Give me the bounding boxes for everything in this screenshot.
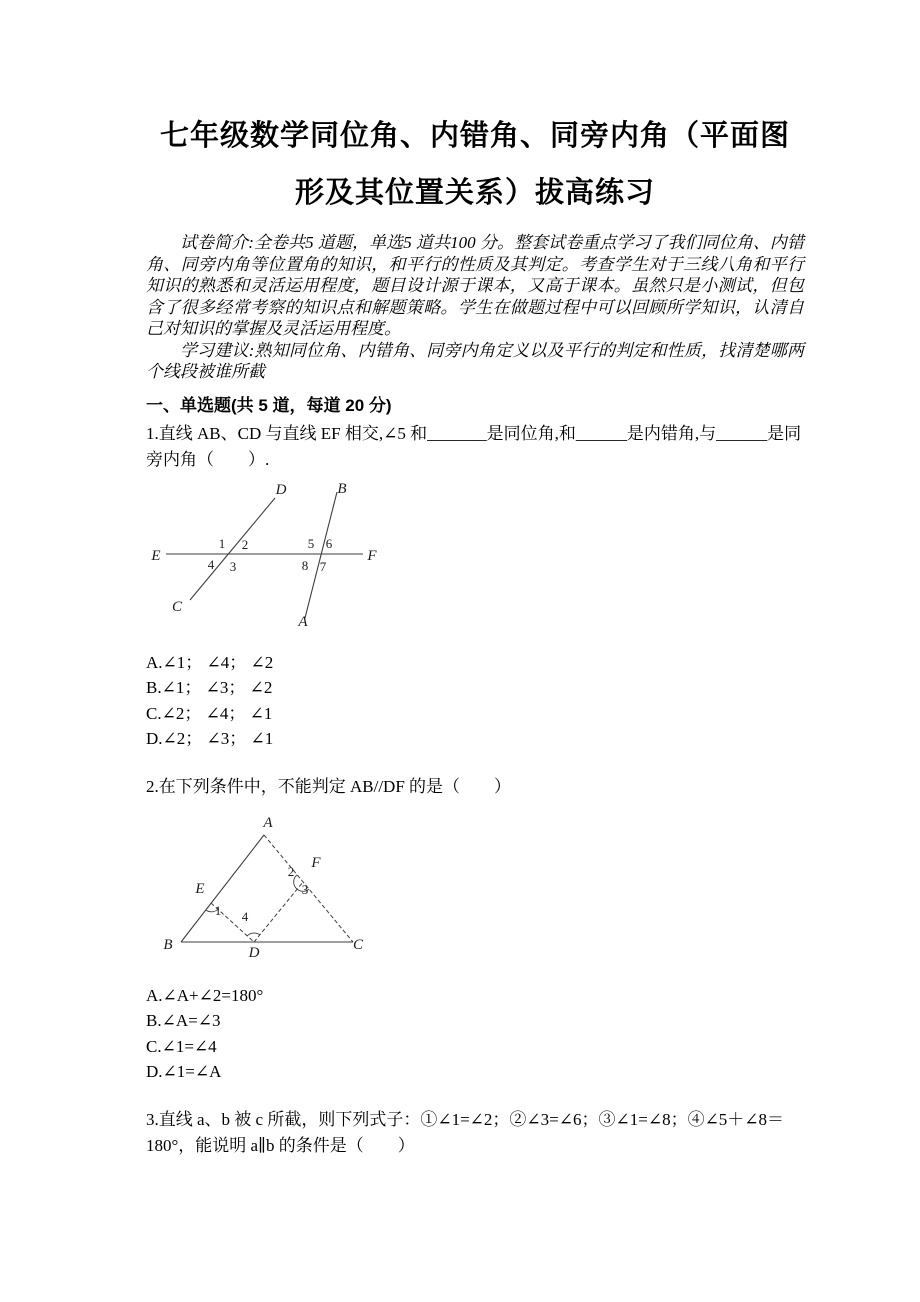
question-1-option-a: A.∠1； ∠4； ∠2 bbox=[146, 652, 274, 672]
question-2-option-a: A.∠A+∠2=180° bbox=[146, 985, 264, 1005]
angle-label-4: 4 bbox=[241, 908, 249, 924]
question-1-text: 1.直线 AB、CD 与直线 EF 相交,∠5 和_______是同位角,和______是内错角,与______是同旁内角（ ）. bbox=[146, 423, 802, 469]
point-label-E: E bbox=[195, 880, 205, 897]
angle-label-6: 6 bbox=[325, 535, 333, 551]
line-DF bbox=[254, 882, 303, 942]
line-AC-through-F bbox=[264, 835, 353, 942]
point-label-D: D bbox=[275, 481, 287, 498]
question-2-option-d: D.∠1=∠A bbox=[146, 1062, 222, 1081]
point-label-A: A bbox=[298, 613, 308, 630]
line-DC bbox=[190, 498, 275, 600]
point-label-C: C bbox=[352, 936, 364, 953]
figure-question-2 bbox=[156, 810, 386, 970]
question-2-option-b: B.∠A=∠3 bbox=[146, 1011, 221, 1030]
point-label-B: B bbox=[163, 936, 173, 953]
angle-label-4: 4 bbox=[207, 556, 215, 572]
point-label-F: F bbox=[311, 854, 321, 871]
question-1-option-d: D.∠2； ∠3； ∠1 bbox=[146, 729, 274, 748]
question-1-option-c: C.∠2； ∠4； ∠1 bbox=[146, 703, 273, 723]
question-2-option-c: C.∠1=∠4 bbox=[146, 1036, 217, 1056]
angle-label-2: 2 bbox=[287, 863, 295, 879]
angle-label-5: 5 bbox=[307, 535, 315, 551]
point-label-A: A bbox=[263, 814, 273, 831]
point-label-B: B bbox=[337, 480, 347, 497]
figure-question-1 bbox=[148, 479, 398, 637]
angle-label-3: 3 bbox=[229, 558, 237, 574]
point-label-E: E bbox=[151, 547, 161, 564]
question-2-text: 2.在下列条件中，不能判定 AB//DF 的是（ ） bbox=[146, 776, 512, 796]
question-1-option-b: B.∠1； ∠3； ∠2 bbox=[146, 678, 273, 697]
angle-label-3: 3 bbox=[301, 881, 309, 897]
study-advice-paragraph: 学习建议:熟知同位角、内错角、同旁内角定义以及平行的判定和性质，找清楚哪两个线段被谁所截 bbox=[146, 340, 804, 381]
line-BA bbox=[181, 835, 264, 942]
question-2-options bbox=[146, 983, 804, 1085]
document-title: 七年级数学同位角、内错角、同旁内角（平面图形及其位置关系）拔高练习 bbox=[159, 120, 790, 209]
line-BA bbox=[305, 492, 337, 618]
point-label-F: F bbox=[367, 547, 377, 564]
question-3-text: 3.直线 a、b 被 c 所截，则下列式子：①∠1=∠2；②∠3=∠6；③∠1=∠8；④∠5＋∠8＝180°，能说明 a∥b 的条件是（ ） bbox=[146, 1109, 785, 1155]
angle-arc-at-D bbox=[247, 933, 260, 936]
point-label-D: D bbox=[248, 944, 260, 961]
question-1-options bbox=[146, 650, 804, 752]
exam-intro-paragraph: 试卷简介:全卷共5 道题，单选5 道共100 分。整套试卷重点学习了我们同位角、内错角、同旁内角等位置角的知识，和平行的性质及其判定。考查学生对于三线八角和平行知识的熟悉和灵活运用程度，题目设计源于课本，又高于课本。虽然只是小测试，但包含了很多经常考察的知识点和解题策略。学生在做题过程中可以回顾所学知识，认清自己对知识的掌握及灵活运用程度。 bbox=[146, 233, 804, 338]
angle-label-1: 1 bbox=[218, 535, 226, 551]
angle-label-2: 2 bbox=[241, 536, 249, 552]
angle-label-7: 7 bbox=[319, 558, 327, 574]
section-heading: 一、单选题(共 5 道，每道 20 分) bbox=[146, 395, 392, 415]
angle-label-1: 1 bbox=[214, 902, 222, 918]
point-label-C: C bbox=[171, 598, 183, 615]
angle-label-8: 8 bbox=[301, 557, 309, 573]
